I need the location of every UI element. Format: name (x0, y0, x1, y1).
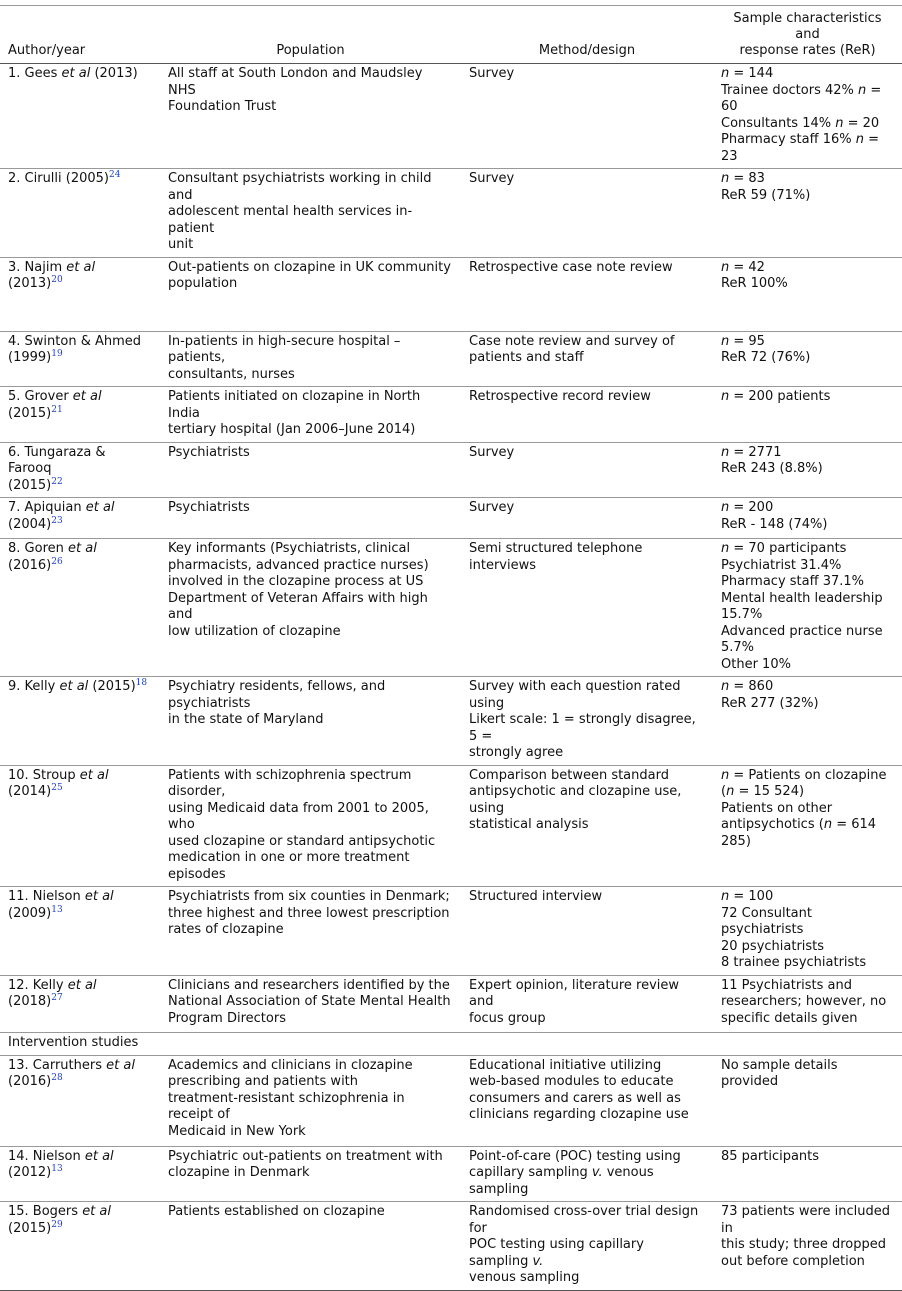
population-cell-line: involved in the clozapine process at US (168, 574, 424, 589)
sample-cell (713, 765, 902, 887)
sample-cell-line: Advanced practice nurse (721, 623, 883, 639)
author-cell (0, 975, 160, 1032)
sample-cell (713, 64, 902, 169)
table-row (0, 257, 902, 331)
sample-cell-line: n = 144 (721, 66, 774, 81)
population-cell-line: All staff at South London and Maudsley NHS (168, 66, 423, 98)
sample-cell-line: n = 200 patients (721, 389, 831, 404)
method-cell-line: clinicians regarding clozapine use (469, 1107, 689, 1122)
author-cell (0, 169, 160, 258)
population-cell (160, 765, 461, 887)
italic-var: n (823, 817, 833, 832)
header-sample-line: response rates (ReR) (739, 43, 876, 58)
population-cell (160, 387, 461, 443)
table-row (0, 331, 902, 387)
author-cell (0, 765, 160, 887)
citation-ref: 21 (51, 404, 63, 415)
population-cell (160, 169, 461, 258)
author-etal: et al (84, 1148, 114, 1164)
method-cell-line: capillary sampling v. venous sampling (469, 1165, 654, 1197)
author-year: (2009) (8, 905, 52, 921)
sample-cell (713, 887, 902, 976)
italic-var: n (721, 541, 730, 556)
method-cell (461, 1146, 713, 1202)
citation-ref: 22 (51, 476, 63, 487)
method-cell-line: Point-of-care (POC) testing using (469, 1148, 681, 1164)
italic-var: n (721, 500, 730, 515)
author-year: (1999) (8, 350, 52, 365)
author-etal: et al (66, 259, 96, 275)
author-cell (0, 331, 160, 387)
author-year: (2016) (8, 557, 52, 573)
author-cell (0, 1146, 160, 1202)
method-cell-line: Comparison between standard (469, 767, 669, 783)
sample-cell-line: 72 Consultant psychiatrists (721, 905, 812, 937)
sample-cell (713, 387, 902, 443)
author-cell (0, 442, 160, 498)
header-row (0, 8, 902, 64)
author-cell (0, 677, 160, 766)
sample-cell-line: 8 trainee psychiatrists (721, 955, 867, 970)
method-cell-line: focus group (469, 1010, 546, 1026)
method-cell-line: Structured interview (469, 889, 603, 904)
sample-cell-line: ReR 72 (76%) (721, 350, 811, 365)
author-etal: et al (68, 541, 97, 556)
method-cell-line: Survey (469, 66, 515, 81)
author-cell (0, 257, 160, 331)
table-row (0, 1055, 902, 1146)
method-cell (461, 1055, 713, 1146)
citation-ref: 26 (51, 556, 63, 567)
author-etal: et al (67, 977, 97, 993)
sample-cell (713, 331, 902, 387)
author-etal: et al (85, 500, 115, 515)
method-cell-line: POC testing using capillary sampling v. (469, 1237, 644, 1269)
author-line (8, 784, 152, 801)
sample-cell-line: ReR 59 (71%) (721, 187, 811, 203)
sample-cell-line: Psychiatrist 31.4% (721, 557, 842, 573)
method-cell (461, 498, 713, 539)
population-cell-line: Program Directors (168, 1010, 286, 1026)
author-cell (0, 64, 160, 169)
author-cell (0, 539, 160, 677)
author-line (8, 500, 152, 517)
italic-var: n (721, 259, 730, 275)
author-etal: et al (106, 1057, 135, 1073)
sample-cell-line: Patients on other (721, 800, 833, 816)
author-name: 1. Gees (8, 66, 62, 81)
author-year: (2015) (88, 679, 136, 694)
sample-cell (713, 1146, 902, 1202)
table-row (0, 442, 902, 498)
population-cell-line: treatment-resistant schizophrenia in receipt of (168, 1090, 405, 1122)
population-cell (160, 887, 461, 976)
author-cell (0, 887, 160, 976)
table-row (0, 539, 902, 677)
population-cell (160, 975, 461, 1032)
italic-var: n (721, 889, 730, 904)
italic-var: n (858, 82, 867, 98)
sample-cell-line: this study; three dropped (721, 1237, 886, 1252)
author-line (8, 389, 152, 406)
population-cell-line: Academics and clinicians in clozapine (168, 1057, 413, 1073)
sample-cell-line: n = 2771 (721, 444, 782, 460)
author-etal: et al (61, 66, 91, 81)
italic-var: n (721, 171, 730, 186)
sample-cell (713, 1055, 902, 1146)
header-population: Population (160, 8, 461, 64)
method-cell (461, 169, 713, 258)
table-row (0, 498, 902, 539)
population-cell-line: pharmacists, advanced practice nurses) (168, 557, 429, 573)
header-sample-line: Sample characteristics and (733, 11, 882, 42)
population-cell (160, 442, 461, 498)
author-year: (2004) (8, 516, 52, 532)
citation-ref: 23 (51, 515, 63, 526)
population-cell (160, 498, 461, 539)
sample-cell-line: researchers; however, no (721, 994, 887, 1009)
population-cell (160, 257, 461, 331)
sample-cell (713, 442, 902, 498)
method-cell (461, 975, 713, 1032)
header-sample (713, 8, 902, 64)
method-cell-line: patients and staff (469, 350, 584, 365)
method-cell (461, 1202, 713, 1291)
author-cell (0, 387, 160, 443)
citation-ref: 25 (51, 783, 63, 793)
method-cell-line: Semi structured telephone interviews (469, 541, 643, 573)
sample-cell (713, 975, 902, 1032)
italic-var: n (721, 389, 730, 404)
italic-var: n (721, 444, 730, 460)
author-name: 9. Kelly (8, 679, 60, 694)
population-cell-line: low utilization of clozapine (168, 623, 341, 639)
sample-cell-line: n = 100 (721, 889, 774, 904)
method-cell (461, 442, 713, 498)
table-row (0, 1202, 902, 1291)
sample-cell-line: 85 participants (721, 1148, 820, 1164)
method-cell-line: antipsychotic and clozapine use, using (469, 784, 682, 816)
author-line (8, 1149, 152, 1166)
author-line (8, 66, 152, 83)
population-cell-line: in the state of Maryland (168, 712, 324, 727)
italic-var: n (721, 333, 730, 349)
population-cell-line: National Association of State Mental Health (168, 994, 451, 1009)
author-line (8, 906, 152, 923)
population-cell-line: Psychiatric out-patients on treatment with (168, 1148, 443, 1164)
table-row (0, 1146, 902, 1202)
author-line: 6. Tungaraza & Farooq (8, 444, 106, 476)
author-year: (2016) (8, 1074, 52, 1089)
method-cell (461, 64, 713, 169)
author-line (8, 889, 152, 906)
studies-table (0, 8, 902, 1291)
sample-cell (713, 498, 902, 539)
population-cell-line: Out-patients on clozapine in UK community (168, 259, 451, 275)
method-cell-line: Educational initiative utilizing (469, 1057, 662, 1073)
author-line (8, 478, 152, 495)
author-line (8, 1074, 152, 1091)
sample-cell-line: n = 42 (721, 259, 765, 275)
population-cell-line: Patients initiated on clozapine in North India (168, 389, 421, 421)
population-cell-line: Patients established on clozapine (168, 1204, 385, 1219)
method-cell (461, 765, 713, 887)
population-cell-line: Psychiatrists from six counties in Denmark; (168, 889, 450, 904)
method-cell (461, 387, 713, 443)
method-cell (461, 331, 713, 387)
author-line (8, 978, 152, 1011)
population-cell-line: Foundation Trust (168, 99, 277, 114)
author-line (8, 171, 152, 188)
author-name: 15. Bogers (8, 1204, 83, 1219)
citation-ref: 28 (51, 1073, 63, 1083)
method-cell-line: Survey with each question rated using (469, 679, 681, 711)
table-row (0, 975, 902, 1032)
sample-cell-line: 11 Psychiatrists and (721, 977, 853, 993)
population-cell-line: Department of Veteran Affairs with high and (168, 590, 428, 622)
italic-var: n (726, 784, 735, 799)
population-cell-line: rates of clozapine (168, 922, 284, 937)
author-name: 8. Goren (8, 541, 68, 556)
method-cell (461, 539, 713, 677)
table-body (0, 64, 902, 1291)
italic-var: n (721, 679, 730, 694)
population-cell (160, 64, 461, 169)
author-cell (0, 1202, 160, 1291)
method-cell-line: consumers and carers as well as (469, 1090, 681, 1106)
sample-cell-line: 285) (721, 833, 751, 849)
sample-cell-line: ReR 100% (721, 276, 788, 291)
method-cell-line: web-based modules to educate (469, 1074, 674, 1089)
author-etal: et al (72, 389, 102, 404)
population-cell-line: adolescent mental health services in-patient (168, 204, 413, 236)
method-cell-line: venous sampling (469, 1270, 580, 1285)
sample-cell-line: 15.7% (721, 607, 763, 622)
sample-cell-line: ReR - 148 (74%) (721, 516, 828, 532)
table-row (0, 765, 902, 887)
italic-var: n (721, 66, 730, 81)
sample-cell-line: n = Patients on clozapine (721, 767, 887, 783)
population-cell-line: prescribing and patients with (168, 1074, 359, 1089)
method-cell-line: Likert scale: 1 = strongly disagree, 5 = (469, 712, 696, 744)
author-year: (2014) (8, 784, 52, 799)
sample-cell-line: 73 patients were included in (721, 1204, 891, 1236)
author-year: (2015) (8, 1220, 52, 1236)
author-line (8, 260, 152, 293)
author-name: 3. Najim (8, 259, 67, 275)
author-line (8, 517, 152, 534)
population-cell (160, 1055, 461, 1146)
author-line: 4. Swinton & Ahmed (8, 333, 142, 349)
sample-cell (713, 539, 902, 677)
method-cell-line: Retrospective case note review (469, 259, 673, 275)
author-name: 13. Carruthers (8, 1057, 107, 1073)
table-row (0, 64, 902, 169)
population-cell-line: Medicaid in New York (168, 1123, 306, 1139)
author-name: 2. Cirulli (2005) (8, 171, 110, 186)
sample-cell-line: n = 70 participants (721, 541, 847, 556)
population-cell-line: Psychiatrists (168, 500, 250, 515)
method-cell (461, 887, 713, 976)
population-cell-line: unit (168, 237, 194, 252)
author-year: (2013) (90, 66, 138, 81)
author-etal: et al (82, 1204, 111, 1219)
sample-cell-line: ReR 243 (8.8%) (721, 461, 823, 476)
method-cell-line: Survey (469, 500, 515, 515)
table-row (0, 169, 902, 258)
sample-cell-line: ReR 277 (32%) (721, 695, 819, 711)
population-cell-line: tertiary hospital (Jan 2006–June 2014) (168, 422, 416, 437)
author-name: 14. Nielson (8, 1148, 85, 1164)
citation-ref: 19 (51, 349, 63, 359)
population-cell-line: medication in one or more treatment episodes (168, 850, 410, 882)
header-method: Method/design (461, 8, 713, 64)
sample-cell-line: Trainee doctors 42% n = 60 (721, 82, 882, 114)
citation-ref: 13 (51, 1164, 63, 1174)
italic-var: n (855, 132, 864, 147)
method-cell-line: Retrospective record review (469, 389, 651, 404)
citation-ref: 13 (51, 904, 63, 915)
method-cell-line: Survey (469, 444, 515, 460)
method-cell-line: Case note review and survey of (469, 333, 675, 349)
author-etal: et al (59, 679, 89, 694)
sample-cell-line: Mental health leadership (721, 590, 883, 606)
sample-cell-line: Other 10% (721, 656, 791, 672)
author-etal: et al (79, 767, 109, 783)
author-year: (2015) (8, 477, 52, 493)
author-name: 7. Apiquian (8, 500, 86, 515)
sample-cell-line: out before completion (721, 1253, 865, 1269)
section-heading: Intervention studies (0, 1032, 902, 1055)
citation-ref: 24 (109, 170, 121, 180)
sample-cell-line: specific details given (721, 1010, 858, 1026)
author-year: (2015) (8, 405, 52, 421)
sample-cell-line: n = 95 (721, 333, 765, 349)
method-cell-line: Survey (469, 171, 515, 186)
header-author: Author/year (0, 8, 160, 64)
author-name: 5. Grover (8, 389, 73, 404)
sample-cell-line: Consultants 14% n = 20 (721, 115, 880, 131)
population-cell-line: Clinicians and researchers identified by the (168, 977, 450, 993)
sample-cell-line: No sample details provided (721, 1057, 838, 1089)
population-cell-line: Psychiatrists (168, 444, 250, 460)
author-name: 11. Nielson (8, 889, 85, 904)
sample-cell-line: antipsychotics (n = 614 (721, 817, 877, 832)
author-line (8, 1058, 152, 1075)
italic-var: n (835, 115, 844, 131)
sample-cell-line: n = 860 (721, 679, 774, 694)
sample-cell-line: Pharmacy staff 16% n = 23 (721, 132, 879, 164)
sample-cell-line: 20 psychiatrists (721, 938, 825, 954)
italic-var: v. (532, 1253, 544, 1269)
population-cell-line: Patients with schizophrenia spectrum disorder, (168, 767, 412, 799)
author-line (8, 1165, 152, 1182)
population-cell (160, 677, 461, 766)
population-cell-line: clozapine in Denmark (168, 1165, 310, 1180)
author-line (8, 1221, 152, 1238)
population-cell (160, 1146, 461, 1202)
italic-var: v. (591, 1165, 603, 1180)
table-row (0, 677, 902, 766)
sample-cell (713, 677, 902, 766)
sample-cell (713, 1202, 902, 1291)
population-cell (160, 331, 461, 387)
sample-cell-line: (n = 15 524) (721, 784, 805, 799)
method-cell-line: statistical analysis (469, 817, 589, 832)
author-name: 12. Kelly (8, 977, 68, 993)
population-cell (160, 539, 461, 677)
population-cell (160, 1202, 461, 1291)
sample-cell-line: Pharmacy staff 37.1% (721, 574, 864, 589)
citation-ref: 18 (135, 678, 148, 688)
author-line (8, 679, 152, 696)
author-name: 10. Stroup (8, 767, 80, 783)
population-cell-line: Psychiatry residents, fellows, and psychiatrists (168, 679, 386, 711)
method-cell-line: Randomised cross-over trial design for (469, 1204, 699, 1236)
population-cell-line: using Medicaid data from 2001 to 2005, who (168, 800, 429, 832)
population-cell-line: In-patients in high-secure hospital – patients, (168, 333, 401, 365)
sample-cell-line: n = 200 (721, 500, 774, 515)
population-cell-line: Key informants (Psychiatrists, clinical (168, 541, 411, 556)
population-cell-line: three highest and three lowest prescription (168, 905, 450, 921)
author-line (8, 1204, 152, 1221)
sample-cell (713, 257, 902, 331)
sample-cell (713, 169, 902, 258)
method-cell (461, 677, 713, 766)
author-year: (2018) (8, 994, 52, 1009)
author-line (8, 406, 152, 423)
population-cell-line: Consultant psychiatrists working in child and (168, 171, 432, 203)
sample-cell-line: n = 83 (721, 171, 765, 186)
italic-var: n (721, 767, 730, 783)
author-cell (0, 498, 160, 539)
author-line (8, 768, 152, 785)
method-cell-line: strongly agree (469, 745, 564, 760)
citation-ref: 20 (51, 275, 63, 285)
table-row (0, 887, 902, 976)
population-cell-line: population (168, 276, 238, 291)
author-line (8, 350, 152, 367)
top-rule (0, 5, 902, 6)
method-cell-line: Expert opinion, literature review and (469, 977, 680, 1009)
author-year: (2013) (8, 276, 52, 291)
sample-cell-line: 5.7% (721, 640, 755, 655)
author-etal: et al (84, 889, 114, 904)
author-line (8, 541, 152, 574)
population-cell-line: used clozapine or standard antipsychotic (168, 833, 436, 849)
citation-ref: 29 (51, 1219, 63, 1230)
table-row (0, 387, 902, 443)
table-row (0, 1032, 902, 1055)
citation-ref: 27 (51, 993, 63, 1003)
method-cell (461, 257, 713, 331)
author-cell (0, 1055, 160, 1146)
author-year: (2012) (8, 1165, 52, 1180)
population-cell-line: consultants, nurses (168, 366, 295, 382)
